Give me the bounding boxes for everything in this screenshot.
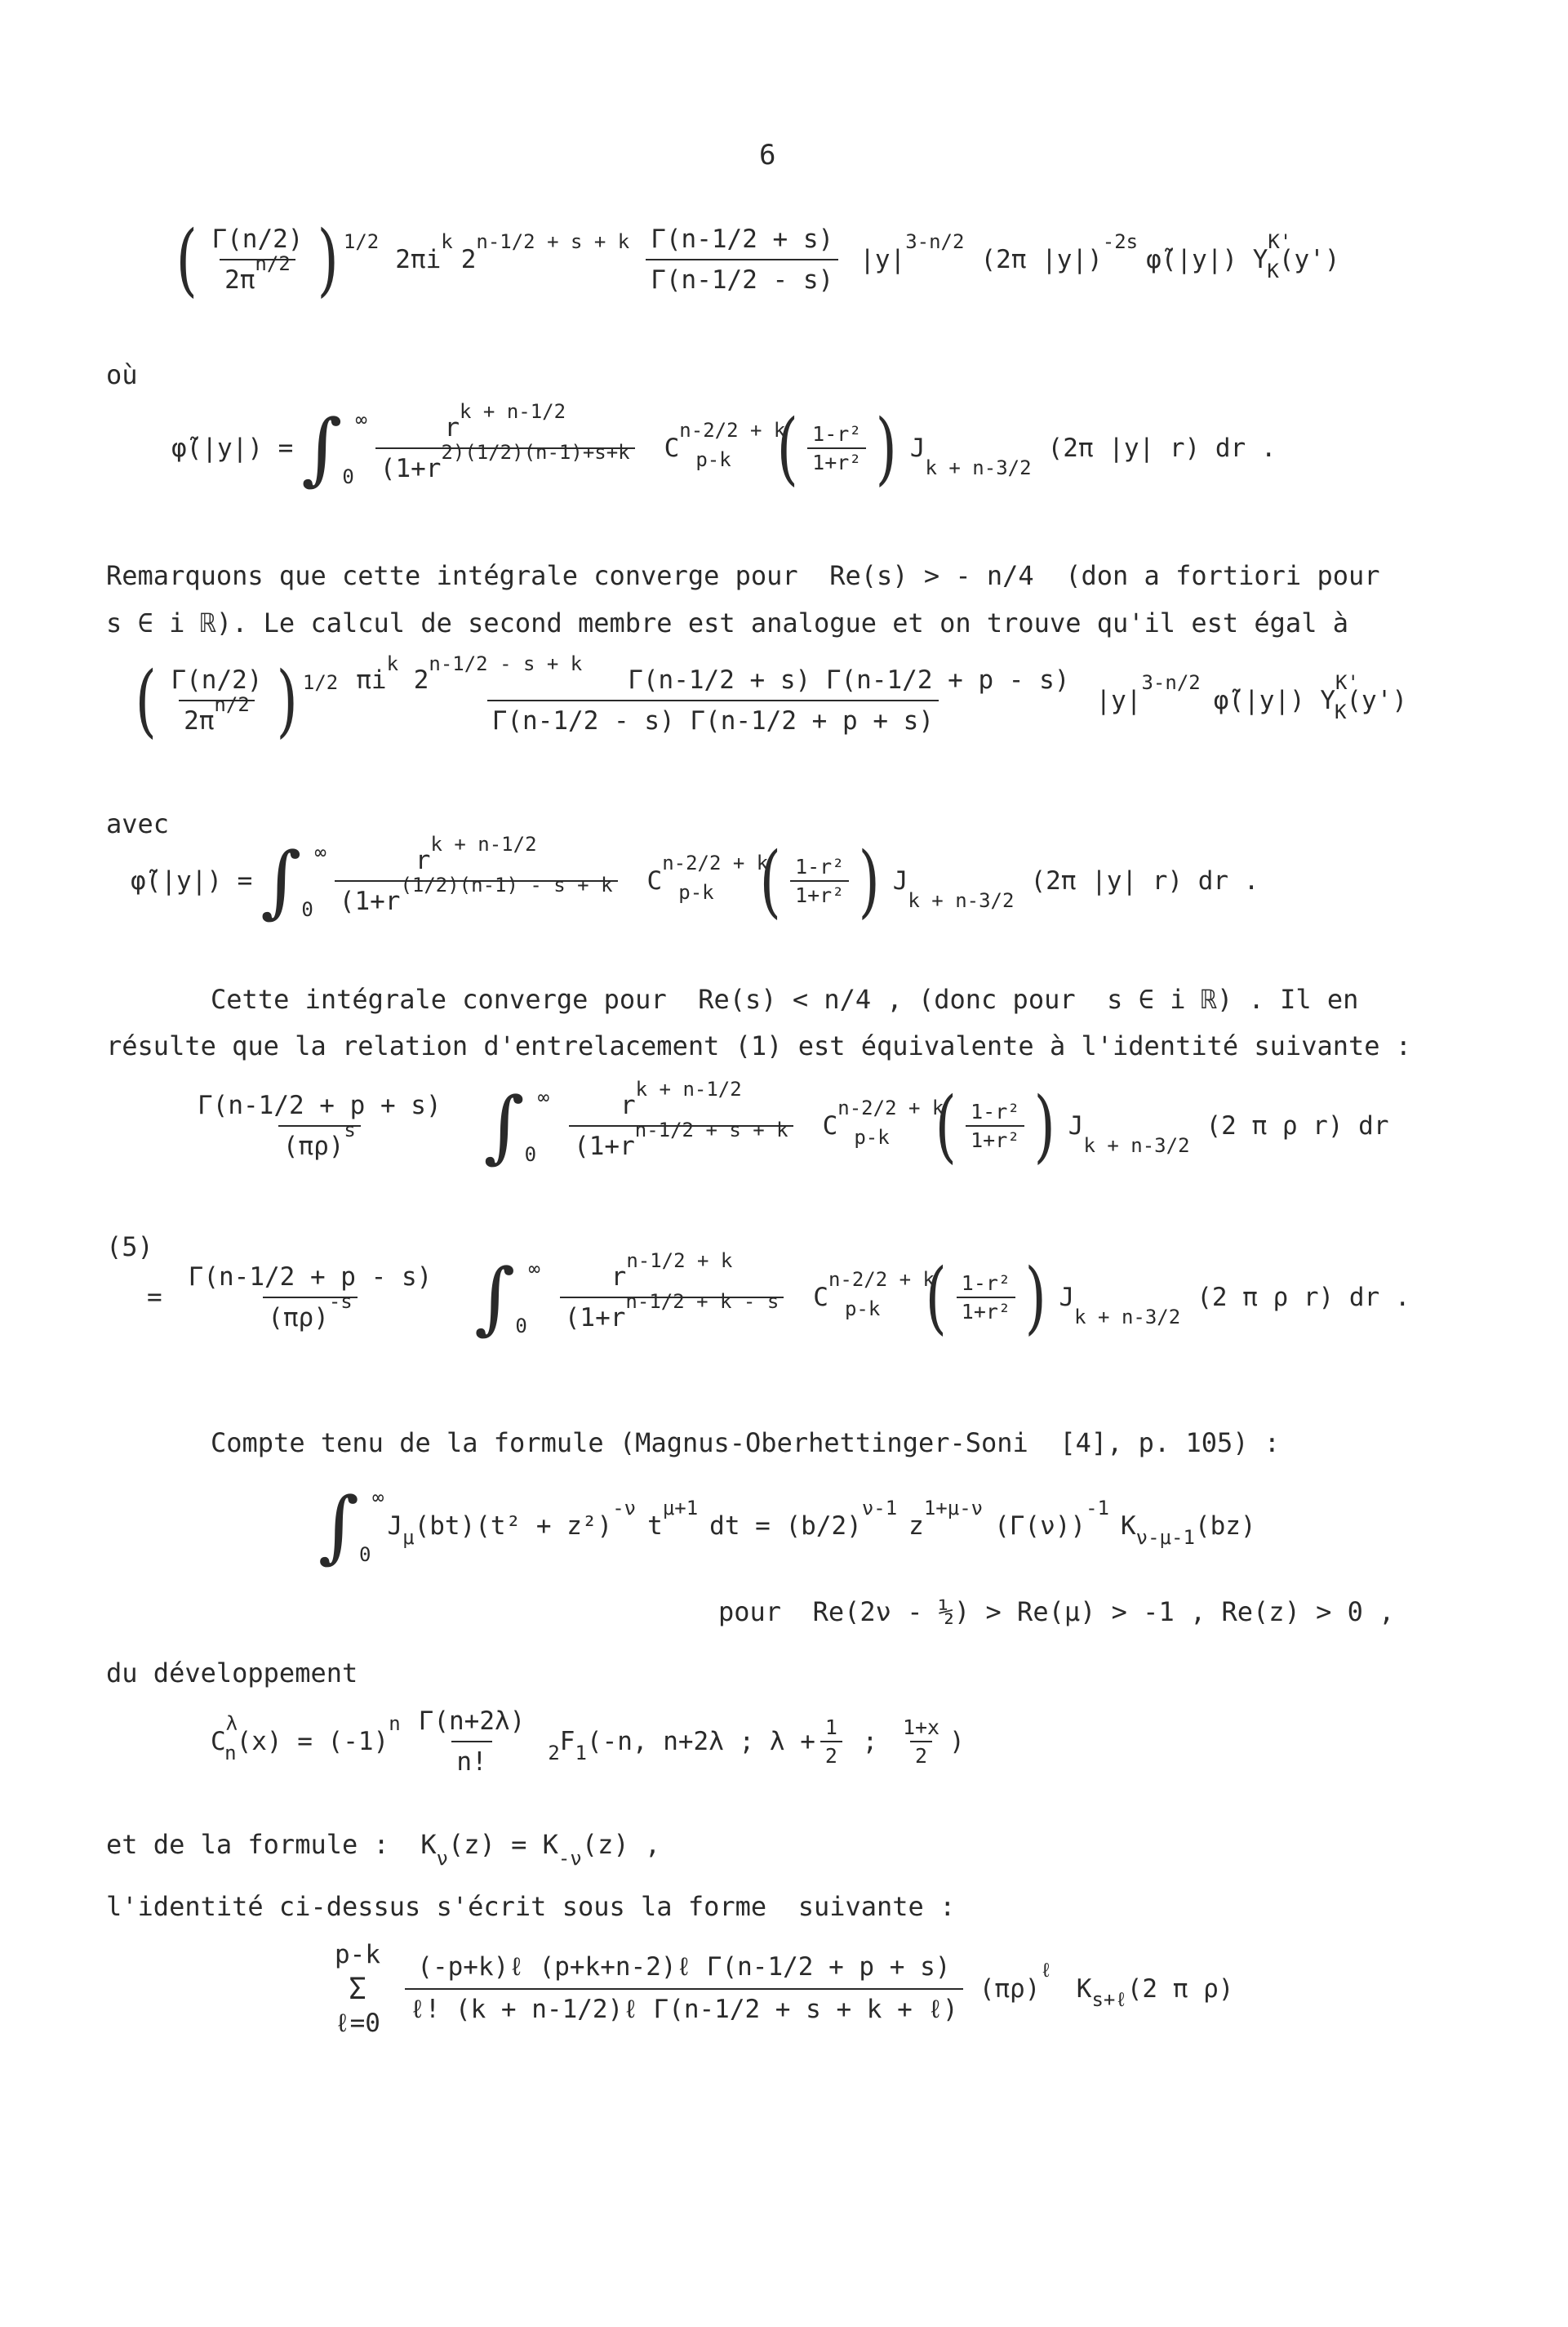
- equation-1: ( $\frac{\Gamma(n/2)}{2\pi^{n/2}}$ ) 1/2 2πi k 2 n-1/2 + s + k $\frac{\Gamma(n-1/2 + s)}{\Gamma(n-1/2 - s)}$ |y| 3-n/2 (2π |y|) -2s φ̃(|y|) Y K' K (y'): [175, 214, 1340, 305]
- remark-line-1: Remarquons que cette intégrale converge pour Re(s) > - n/4 (don a fortiori pour: [106, 560, 1380, 591]
- equation-5-rhs: = $\frac{\Gamma(n-1/2 + p - s)}{(\pi\rho)^{-s}}$ ∫ ∞ 0 $\frac{r^{n-1/2 + k}}{(1+r^{n-1/2 + k - s}}$ C n-2/2 + k p-k ( $\frac{\text{1-r²}}{\text{1+r²}}$ ) J k + n-3/2 (2 π ρ r) dr .: [147, 1249, 1410, 1343]
- phi-fraction: $\frac{r^{k + n-1/2}}{(1+r^{2)(1/2)(n-1)+s+k}}$: [375, 413, 635, 483]
- gamma-fraction: $\frac{\Gamma(n-1/2 + s)}{\Gamma(n-1/2 - s)}$: [646, 225, 838, 295]
- ratio-fraction: $\frac{\text{1-r²}}{\text{1+r²}}$: [807, 422, 866, 474]
- gamma-ratio: $\frac{\Gamma(n/2)}{2\pi^{n/2}}$: [211, 225, 304, 295]
- remark-line-2: s ∈ i ℝ). Le calcul de second membre est analogue et on trouve qu'il est égal à: [106, 607, 1348, 638]
- equation-mos: ∫ ∞ 0 J μ (bt)(t² + z²) -ν t μ+1 dt = (b/2) ν-1 z 1+μ-ν (Γ(ν)) -1 K ν-μ-1 (bz): [318, 1480, 1256, 1572]
- equation-5-label: (5): [106, 1231, 153, 1262]
- text-du-dev: du développement: [106, 1657, 358, 1689]
- converge-line-2: résulte que la relation d'entrelacement (1) est équivalente à l'identité suivante :: [106, 1030, 1412, 1061]
- integral-sign: ∫: [483, 1080, 525, 1172]
- equation-phi-tilde: φ̃(|y|) = ∫ ∞ 0 $\frac{r^{k + n-1/2}}{(1+r^{2)(1/2)(n-1)+s+k}}$ C n-2/2 + k p-k ( $\frac{\text{1-r²}}{\text{1+r²}}$ ) J k + n-3/2 (2π |y| r) dr .: [171, 400, 1277, 494]
- integral-sign: ∫: [318, 1480, 360, 1572]
- pour-line: pour Re(2ν - ½) > Re(μ) > -1 , Re(z) > 0 ,: [718, 1596, 1395, 1627]
- text-avec: avec: [106, 808, 170, 839]
- integral-sign: ∫: [474, 1252, 516, 1343]
- equation-5-lhs: $\frac{\Gamma(n-1/2 + p + s)}{(\pi\rho)^s}$ ∫ ∞ 0 $\frac{r^{k + n-1/2}}{(1+r^{n-1/2 + s + k}}$ C n-2/2 + k p-k ( $\frac{\text{1-r²}}{\text{1+r²}}$ ) J k + n-3/2 (2 π ρ r) dr: [198, 1078, 1389, 1172]
- converge-line-1: Cette intégrale converge pour Re(s) < n/4 , (donc pour s ∈ i ℝ) . Il en: [211, 984, 1359, 1015]
- eq2-fraction: $\frac{\pi i^k 2^{n-1/2 - s + k} \Gamma(n-1/2 + s) \Gamma(n-1/2 + p - s)}{\Gamma(n-1/2 - s) \Gamma(n-1/2 + p + s)}$: [356, 652, 1070, 736]
- equation-sum: p-k Σ ℓ=0 $\frac{\text{(-p+k)ℓ (p+k+n-2)ℓ Γ(n-1/2 + p + s)}}{\text{ℓ! (k + n-1/2)ℓ Γ(n-1/2 + s + k + ℓ)}}$ (πρ) ℓ K s+ℓ (2 π ρ): [335, 1940, 1234, 2038]
- integral-sign: ∫: [301, 403, 343, 494]
- sum-operator: p-k Σ ℓ=0: [335, 1940, 380, 2038]
- et-formule-line: et de la formule : $K_\nu(z) = K_{-\nu}(z)$ ,: [106, 1829, 661, 1870]
- compte-line: Compte tenu de la formule (Magnus-Oberhettinger-Soni [4], p. 105) :: [211, 1427, 1281, 1458]
- equation-phi-double-tilde: φ̃̃(|y|) = ∫ ∞ 0 $\frac{r^{k + n-1/2}}{(1+r^{(1/2)(n-1) - s + k}}$ C n-2/2 + k p-k ( $\frac{\text{1-r²}}{\text{1+r²}}$ ) J k + n-3/2 (2π |y| r) dr .: [131, 833, 1259, 927]
- text-ou: où: [106, 359, 138, 390]
- equation-2: ( $\frac{\Gamma(n/2)}{2\pi^{n/2}}$ ) 1/2 $\frac{\pi i^k 2^{n-1/2 - s + k} \Gamma(n-1/2 + s) \Gamma(n-1/2 + p - s)}{\Gamma(n-1/2 - s) \Gamma(n-1/2 + p + s)}$ |y| 3-n/2 φ̃̃(|y|) Y K' K (y'): [135, 652, 1408, 746]
- equation-development: C λ n (x) = (-1) n $\frac{\Gamma(n+2\lambda)}{n!}$ 2 F 1 (-n, n+2λ ; λ + $\frac{1}{2}$ ; $\frac{1+x}{2}$ ): [211, 1706, 965, 1777]
- integral-sign: ∫: [260, 835, 302, 927]
- page-number: 6: [759, 139, 776, 171]
- identite-line: l'identité ci-dessus s'écrit sous la forme suivante :: [106, 1891, 956, 1922]
